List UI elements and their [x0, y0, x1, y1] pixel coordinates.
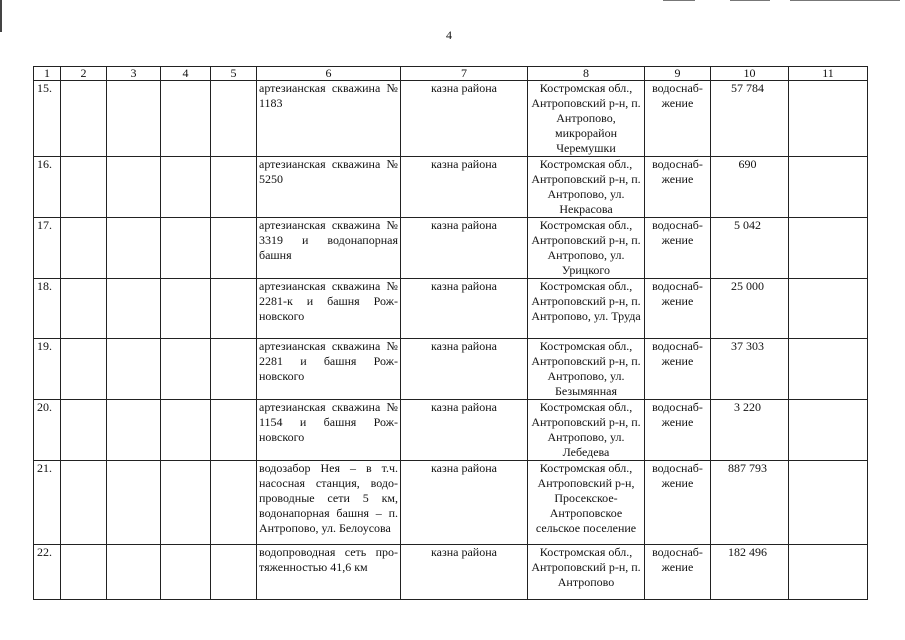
empty-cell: [107, 339, 161, 400]
empty-cell: [161, 157, 211, 218]
property-table: [33, 66, 868, 600]
empty-cell: [107, 81, 161, 157]
empty-cell: [61, 461, 107, 545]
table-row: [34, 81, 868, 157]
value-cell: 5 042: [711, 218, 789, 279]
row-number: 22.: [34, 545, 61, 600]
empty-cell: [107, 218, 161, 279]
address-cell: Костромская обл., Антроповский р-н, п. Антропово, микрорайон Черемушки: [528, 81, 645, 157]
empty-cell: [161, 461, 211, 545]
empty-cell: [211, 157, 257, 218]
column-header-11: 11: [789, 67, 868, 81]
empty-cell: [161, 545, 211, 600]
empty-cell: [789, 400, 868, 461]
address-cell: Костромская обл., Антроповский р-н, п. Антропово, ул. Безымянная: [528, 339, 645, 400]
column-header-6: 6: [257, 67, 401, 81]
column-header-7: 7: [401, 67, 528, 81]
empty-cell: [161, 81, 211, 157]
empty-cell: [161, 400, 211, 461]
row-number: 15.: [34, 81, 61, 157]
value-cell: 690: [711, 157, 789, 218]
column-header-2: 2: [61, 67, 107, 81]
table-row: [34, 157, 868, 218]
empty-cell: [789, 279, 868, 339]
address-cell: Костромская обл., Антроповский р-н, п. Антропово, ул. Труда: [528, 279, 645, 339]
column-header-3: 3: [107, 67, 161, 81]
empty-cell: [211, 81, 257, 157]
table-row: [34, 339, 868, 400]
object-name: артезианская скважина № 2281-к и башня Рож-новского: [257, 279, 401, 339]
empty-cell: [789, 81, 868, 157]
object-name: артезианская скважина № 3319 и водонапорная башня: [257, 218, 401, 279]
object-name: артезианская скважина № 5250: [257, 157, 401, 218]
address-cell: Костромская обл., Антроповский р-н, п. Антропово, ул. Урицкого: [528, 218, 645, 279]
owner-cell: казна района: [401, 545, 528, 600]
object-name: артезианская скважина № 1154 и башня Рож-новского: [257, 400, 401, 461]
empty-cell: [61, 339, 107, 400]
empty-cell: [211, 545, 257, 600]
row-number: 19.: [34, 339, 61, 400]
address-cell: Костромская обл., Антроповский р-н, п. Антропово, ул. Некрасова: [528, 157, 645, 218]
value-cell: 25 000: [711, 279, 789, 339]
column-header-9: 9: [645, 67, 711, 81]
purpose-cell: водоснаб-жение: [645, 81, 711, 157]
value-cell: 57 784: [711, 81, 789, 157]
empty-cell: [61, 279, 107, 339]
row-number: 20.: [34, 400, 61, 461]
owner-cell: казна района: [401, 157, 528, 218]
owner-cell: казна района: [401, 461, 528, 545]
column-header-8: 8: [528, 67, 645, 81]
owner-cell: казна района: [401, 400, 528, 461]
table-row: [34, 545, 868, 600]
empty-cell: [107, 400, 161, 461]
empty-cell: [211, 461, 257, 545]
empty-cell: [107, 157, 161, 218]
purpose-cell: водоснаб-жение: [645, 279, 711, 339]
empty-cell: [789, 339, 868, 400]
empty-cell: [161, 279, 211, 339]
empty-cell: [789, 157, 868, 218]
column-header-4: 4: [161, 67, 211, 81]
address-cell: Костромская обл., Антроповский р-н, п. Антропово: [528, 545, 645, 600]
purpose-cell: водоснаб-жение: [645, 545, 711, 600]
table-body: [34, 81, 868, 600]
purpose-cell: водоснаб-жение: [645, 400, 711, 461]
page-number: 4: [446, 28, 452, 42]
empty-cell: [211, 339, 257, 400]
empty-cell: [61, 545, 107, 600]
row-number: 18.: [34, 279, 61, 339]
empty-cell: [789, 545, 868, 600]
column-header-5: 5: [211, 67, 257, 81]
scan-line: [663, 0, 695, 1]
empty-cell: [789, 218, 868, 279]
empty-cell: [61, 81, 107, 157]
value-cell: 887 793: [711, 461, 789, 545]
empty-cell: [161, 218, 211, 279]
table-row: [34, 400, 868, 461]
empty-cell: [211, 279, 257, 339]
purpose-cell: водоснаб-жение: [645, 218, 711, 279]
empty-cell: [211, 400, 257, 461]
owner-cell: казна района: [401, 218, 528, 279]
scan-line: [730, 0, 770, 1]
table-row: [34, 461, 868, 545]
value-cell: 182 496: [711, 545, 789, 600]
purpose-cell: водоснаб-жение: [645, 157, 711, 218]
empty-cell: [61, 400, 107, 461]
value-cell: 3 220: [711, 400, 789, 461]
owner-cell: казна района: [401, 279, 528, 339]
value-cell: 37 303: [711, 339, 789, 400]
owner-cell: казна района: [401, 339, 528, 400]
empty-cell: [107, 279, 161, 339]
empty-cell: [789, 461, 868, 545]
header-row: [34, 67, 868, 81]
row-number: 17.: [34, 218, 61, 279]
column-header-1: 1: [34, 67, 61, 81]
row-number: 16.: [34, 157, 61, 218]
empty-cell: [211, 218, 257, 279]
column-header-10: 10: [711, 67, 789, 81]
empty-cell: [61, 157, 107, 218]
page-edge: [0, 0, 2, 32]
address-cell: Костромская обл., Антроповский р-н, п. Антропово, ул. Лебедева: [528, 400, 645, 461]
address-cell: Костромская обл., Антроповский р-н, Просекское-Антроповское сельское поселение: [528, 461, 645, 545]
object-name: водозабор Нея – в т.ч. насосная станция, водо-проводные сети 5 км, водонапорная башня – п. Антропово, ул. Белоусова: [257, 461, 401, 545]
owner-cell: казна района: [401, 81, 528, 157]
empty-cell: [107, 545, 161, 600]
empty-cell: [107, 461, 161, 545]
table-row: [34, 218, 868, 279]
empty-cell: [61, 218, 107, 279]
purpose-cell: водоснаб-жение: [645, 461, 711, 545]
scan-line: [790, 0, 900, 1]
object-name: артезианская скважина № 1183: [257, 81, 401, 157]
empty-cell: [161, 339, 211, 400]
table-row: [34, 279, 868, 339]
object-name: водопроводная сеть про-тяженностью 41,6 км: [257, 545, 401, 600]
row-number: 21.: [34, 461, 61, 545]
purpose-cell: водоснаб-жение: [645, 339, 711, 400]
object-name: артезианская скважина № 2281 и башня Рож-новского: [257, 339, 401, 400]
